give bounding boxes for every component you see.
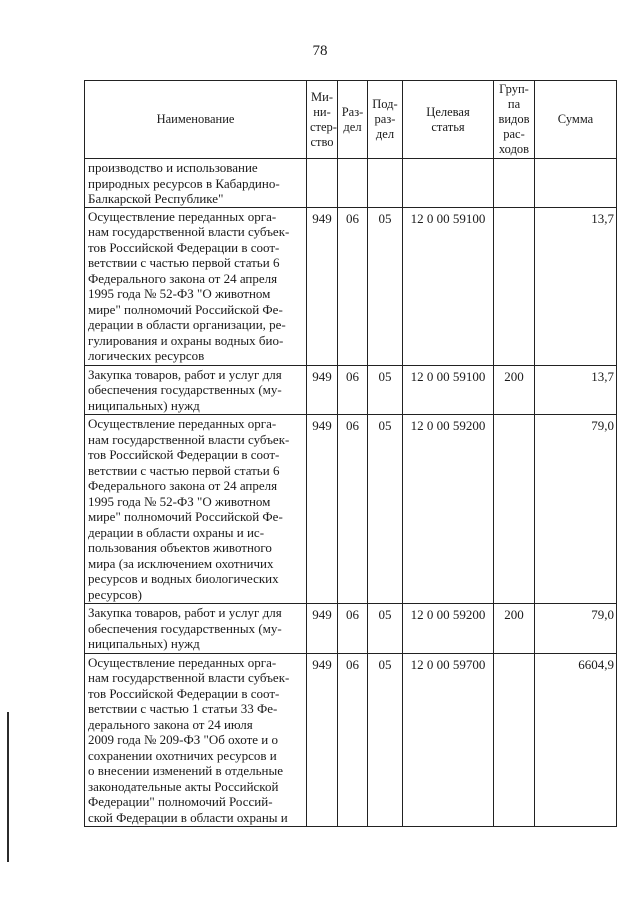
row-name-text: Осуществление переданных орга- нам государственной власти субъек- тов Российской Федерации в соот- ветствии с частью первой статьи 6 Федерального закона от 24 апреля 1995 года № 52-ФЗ "О животном мире" полномочий Российской Фе- дерации в области организации, ре- гулирования и охраны водных био- логических ресурсов [88,208,290,363]
cell-target: 12 0 00 59700 [403,653,494,827]
header-ministry: Ми- ни- стер- ство [307,81,338,159]
row-name-text: Закупка товаров, работ и услуг для обеспечения государственных (му- ниципальных) нужд [88,366,282,413]
cell-subsection: 05 [368,653,403,827]
cell-group: 200 [494,604,535,654]
cell-name [85,207,307,365]
cell-target: 12 0 00 59100 [403,207,494,365]
cell-ministry: 949 [307,604,338,654]
cell-subsection: 05 [368,207,403,365]
cell-section: 06 [338,604,368,654]
row-name-text: Осуществление переданных орга- нам государственной власти субъек- тов Российской Федерации в соот- ветствии с частью 1 статьи 33 Фе- дерального закона от 24 июля 2009 года № 209-ФЗ "Об охоте и о сохранении охотничих ресурсов и о внесении изменений в отдельные законодательные акты Российской Федерации" полномочий Россий- ской Федерации в области охраны и [88,654,290,825]
cell-subsection: 05 [368,604,403,654]
cell-sum [535,159,617,208]
cell-name [85,653,307,827]
cell-subsection [368,159,403,208]
cell-sum: 79,0 [535,604,617,654]
cell-ministry [307,159,338,208]
cell-section: 06 [338,365,368,415]
page-number: 78 [312,43,328,59]
cell-group: 200 [494,365,535,415]
table-row [85,365,617,415]
cell-target: 12 0 00 59200 [403,604,494,654]
cell-target: 12 0 00 59100 [403,365,494,415]
cell-subsection: 05 [368,415,403,604]
cell-section [338,159,368,208]
header-group: Груп- па видов рас- ходов [494,81,535,159]
header-subsection: Под- раз- дел [368,81,403,159]
table-row [85,415,617,604]
header-target: Целевая статья [403,81,494,159]
cell-name [85,159,307,208]
cell-ministry: 949 [307,365,338,415]
header-sum: Сумма [535,81,617,159]
cell-sum: 13,7 [535,365,617,415]
cell-ministry: 949 [307,415,338,604]
table-row [85,207,617,365]
cell-ministry: 949 [307,207,338,365]
row-name-text: производство и использование природных ресурсов в Кабардино- Балкарской Республике" [88,160,280,206]
row-name-text: Осуществление переданных орга- нам государственной власти субъек- тов Российской Федерации в соот- ветствии с частью первой статьи 6 Федерального закона от 24 апреля 1995 года № 52-ФЗ "О животном мире" полномочий Российской Фе- дерации в области охраны и ис- пользования объектов животного мира (за исключением охотничих ресурсов и водных биологических ресурсов) [88,416,290,602]
margin-mark [7,712,9,862]
header-section: Раз- дел [338,81,368,159]
cell-target [403,159,494,208]
cell-ministry: 949 [307,653,338,827]
row-name-text: Закупка товаров, работ и услуг для обеспечения государственных (му- ниципальных) нужд [88,605,282,651]
cell-target: 12 0 00 59200 [403,415,494,604]
cell-name [85,365,307,415]
table-header-row [85,81,617,159]
budget-table [84,80,617,827]
cell-section: 06 [338,415,368,604]
cell-sum: 13,7 [535,207,617,365]
table-row [85,604,617,654]
cell-section: 06 [338,207,368,365]
cell-group [494,653,535,827]
cell-name [85,604,307,654]
cell-sum: 79,0 [535,415,617,604]
cell-name [85,415,307,604]
cell-group [494,159,535,208]
cell-sum: 6604,9 [535,653,617,827]
cell-group [494,415,535,604]
cell-subsection: 05 [368,365,403,415]
table-row [85,653,617,827]
cell-group [494,207,535,365]
cell-section: 06 [338,653,368,827]
table-row [85,159,617,208]
header-name: Наименование [85,81,307,159]
